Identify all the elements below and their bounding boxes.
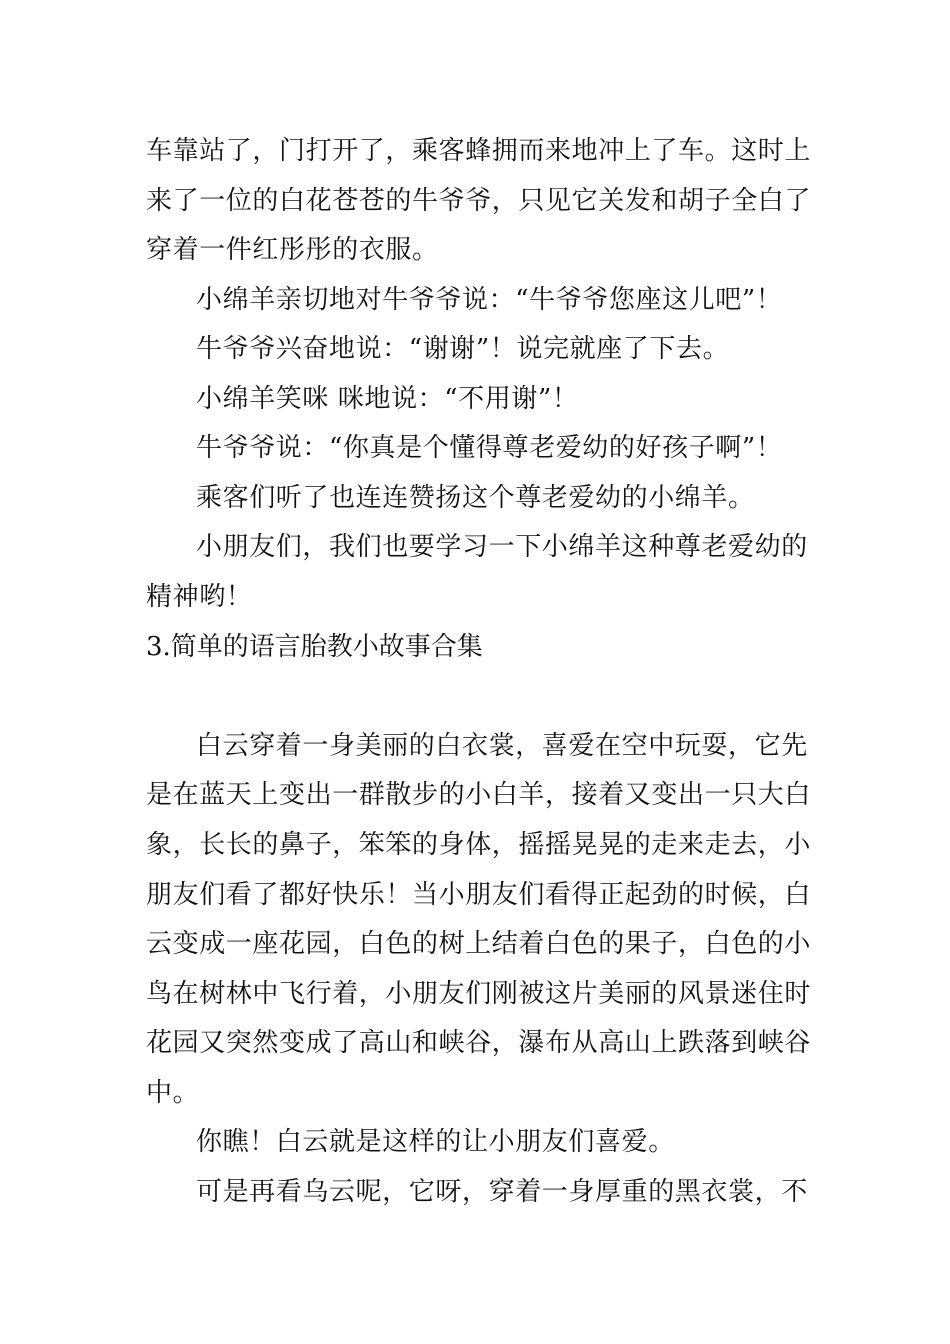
text-line: 精神哟！	[146, 582, 253, 612]
text-line: 牛爷爷说：“你真是个懂得尊老爱幼的好孩子啊”！	[196, 433, 783, 463]
text-line: 车靠站了，门打开了，乘客蜂拥而来地冲上了车。这时上	[146, 136, 812, 166]
text-line: 可是再看乌云呢，它呀，穿着一身厚重的黑衣裳，不	[196, 1177, 808, 1207]
text-line: 朋友们看了都好快乐！当小朋友们看得正起劲的时候，白	[146, 880, 812, 910]
text-line: 花园又突然变成了高山和峡谷，瀑布从高山上跌落到峡谷	[146, 1028, 812, 1058]
text-line: 乘客们听了也连连赞扬这个尊老爱幼的小绵羊。	[196, 483, 755, 513]
text-line: 中。	[146, 1078, 200, 1108]
text-line: 白云穿着一身美丽的白衣裳，喜爱在空中玩耍，它先	[196, 731, 808, 761]
text-line: 小绵羊亲切地对牛爷爷说：“牛爷爷您座这儿吧”！	[196, 285, 783, 315]
text-line: 小朋友们，我们也要学习一下小绵羊这种尊老爱幼的	[196, 532, 808, 562]
text-line: 鸟在树林中飞行着，小朋友们刚被这片美丽的风景迷住时	[146, 979, 812, 1009]
text-line: 穿着一件红彤彤的衣服。	[146, 235, 439, 265]
text-line: 你瞧！白云就是这样的让小朋友们喜爱。	[196, 1127, 675, 1157]
text-line: 牛爷爷兴奋地说：“谢谢”！说完就座了下去。	[196, 334, 730, 364]
section-heading: 3.简单的语言胎教小故事合集	[146, 632, 483, 662]
text-line: 是在蓝天上变出一群散步的小白羊，接着又变出一只大白	[146, 780, 812, 810]
text-line: 象，长长的鼻子，笨笨的身体，摇摇晃晃的走来走去，小	[146, 830, 812, 860]
text-line: 来了一位的白花苍苍的牛爷爷，只见它关发和胡子全白了	[146, 186, 812, 216]
text-line: 云变成一座花园，白色的树上结着白色的果子，白色的小	[146, 929, 812, 959]
text-line: 小绵羊笑咪 咪地说：“不用谢”！	[196, 384, 579, 414]
